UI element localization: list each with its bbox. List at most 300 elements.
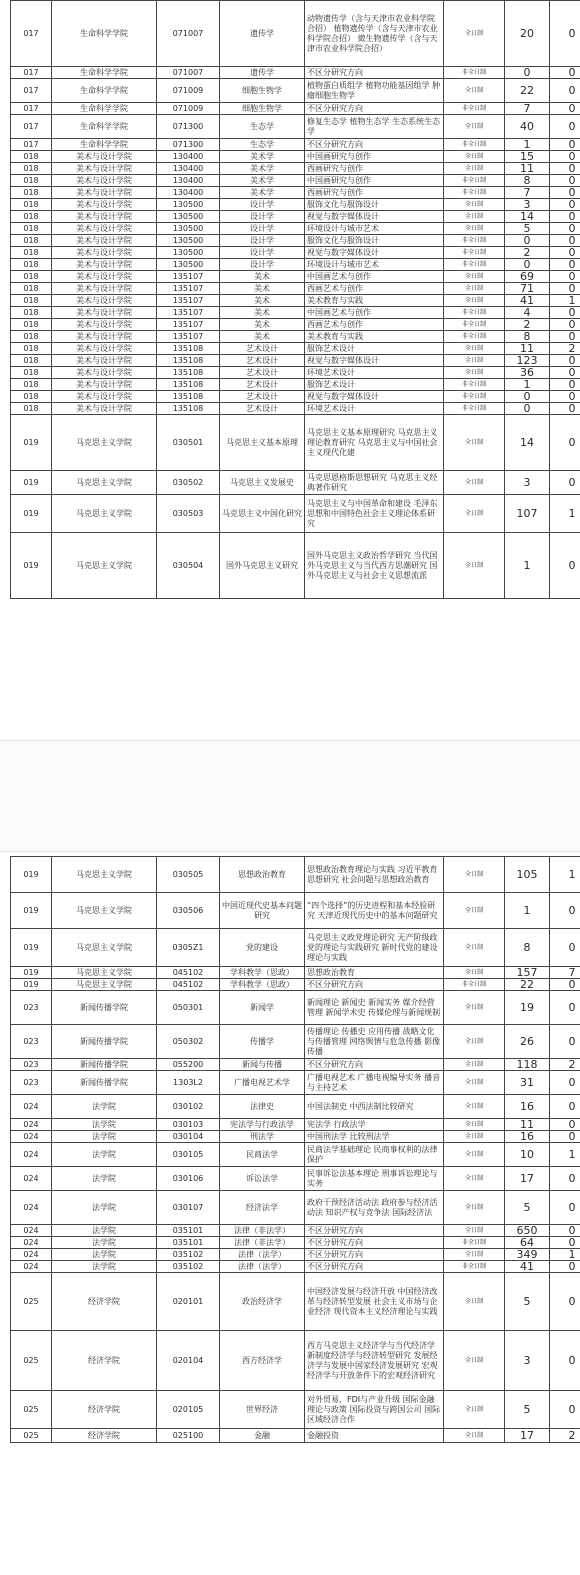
- extra-count-cell: 2: [550, 1429, 580, 1443]
- extra-count-cell: 1: [550, 857, 580, 893]
- table-row: [11, 1131, 580, 1143]
- extra-count-cell: 1: [550, 1249, 580, 1261]
- enrollment-count-cell: 3: [505, 471, 550, 495]
- study-mode-cell: 全日制: [444, 1, 505, 67]
- college-name-cell: 马克思主义学院: [52, 979, 157, 991]
- college-code-cell: 019: [11, 415, 52, 471]
- study-mode-cell: 非全日制: [444, 187, 505, 199]
- research-direction-cell: 视觉与数字媒体设计: [305, 247, 444, 259]
- extra-count-cell: 0: [550, 1095, 580, 1119]
- college-name-cell: 法学院: [52, 1237, 157, 1249]
- enrollment-count-cell: 11: [505, 163, 550, 175]
- table-row: [11, 163, 580, 175]
- study-mode-cell: 全日制: [444, 1273, 505, 1331]
- enrollment-count-cell: 2: [505, 319, 550, 331]
- major-code-cell: 030107: [157, 1191, 220, 1225]
- study-mode-cell: 全日制: [444, 929, 505, 967]
- research-direction-cell: 马克思主义基本原理研究 马克思主义理论教育研究 马克思主义与中国社会主义现代化建: [305, 415, 444, 471]
- extra-count-cell: 0: [550, 1225, 580, 1237]
- table-row: [11, 187, 580, 199]
- research-direction-cell: 环境艺术设计: [305, 403, 444, 415]
- college-code-cell: 023: [11, 1025, 52, 1059]
- college-code-cell: 023: [11, 1059, 52, 1071]
- research-direction-cell: 思想政治教育: [305, 967, 444, 979]
- study-mode-cell: 非全日制: [444, 319, 505, 331]
- study-mode-cell: 非全日制: [444, 379, 505, 391]
- college-name-cell: 马克思主义学院: [52, 929, 157, 967]
- research-direction-cell: 修复生态学 植物生态学 生态系统生态学: [305, 115, 444, 139]
- extra-count-cell: 0: [550, 379, 580, 391]
- study-mode-cell: 全日制: [444, 893, 505, 929]
- college-code-cell: 024: [11, 1131, 52, 1143]
- major-name-cell: 设计学: [220, 235, 305, 247]
- research-direction-cell: 中国刑法学 比较刑法学: [305, 1131, 444, 1143]
- page-gap: [0, 740, 580, 852]
- research-direction-cell: 西方马克思主义经济学与当代经济学 新制度经济学与经济转型研究 发展经济学与发展中国家经济发展研究 宏观经济学与开放条件下的宏观经济研究: [305, 1331, 444, 1391]
- college-code-cell: 017: [11, 115, 52, 139]
- college-name-cell: 马克思主义学院: [52, 967, 157, 979]
- study-mode-cell: 全日制: [444, 1143, 505, 1167]
- college-code-cell: 018: [11, 199, 52, 211]
- table-row: [11, 355, 580, 367]
- extra-count-cell: 2: [550, 343, 580, 355]
- major-code-cell: 130400: [157, 163, 220, 175]
- extra-count-cell: 2: [550, 1059, 580, 1071]
- major-name-cell: 法律（非法学）: [220, 1237, 305, 1249]
- major-code-cell: 030104: [157, 1131, 220, 1143]
- college-code-cell: 024: [11, 1119, 52, 1131]
- table-row: [11, 1273, 580, 1331]
- study-mode-cell: 全日制: [444, 495, 505, 533]
- college-code-cell: 018: [11, 151, 52, 163]
- major-code-cell: 135108: [157, 391, 220, 403]
- table-row: [11, 991, 580, 1025]
- major-code-cell: 135108: [157, 355, 220, 367]
- study-mode-cell: 全日制: [444, 1225, 505, 1237]
- college-code-cell: 024: [11, 1143, 52, 1167]
- research-direction-cell: 中国画研究与创作: [305, 175, 444, 187]
- enrollment-count-cell: 16: [505, 1095, 550, 1119]
- research-direction-cell: 金融投资: [305, 1429, 444, 1443]
- college-name-cell: 法学院: [52, 1261, 157, 1273]
- table-row: [11, 1237, 580, 1249]
- table-row: [11, 1143, 580, 1167]
- enrollment-count-cell: 650: [505, 1225, 550, 1237]
- college-code-cell: 018: [11, 379, 52, 391]
- major-name-cell: 党的建设: [220, 929, 305, 967]
- major-code-cell: 071300: [157, 115, 220, 139]
- major-code-cell: 130400: [157, 151, 220, 163]
- major-name-cell: 美术学: [220, 151, 305, 163]
- table-row: [11, 471, 580, 495]
- enrollment-count-cell: 11: [505, 343, 550, 355]
- college-name-cell: 经济学院: [52, 1391, 157, 1429]
- college-name-cell: 美术与设计学院: [52, 175, 157, 187]
- college-name-cell: 生命科学学院: [52, 103, 157, 115]
- college-name-cell: 法学院: [52, 1191, 157, 1225]
- research-direction-cell: 不区分研究方向: [305, 139, 444, 151]
- table-row: [11, 67, 580, 79]
- extra-count-cell: 0: [550, 355, 580, 367]
- extra-count-cell: 0: [550, 1237, 580, 1249]
- table-row: [11, 307, 580, 319]
- table-row: [11, 259, 580, 271]
- college-name-cell: 美术与设计学院: [52, 343, 157, 355]
- enrollment-count-cell: 0: [505, 235, 550, 247]
- major-name-cell: 艺术设计: [220, 403, 305, 415]
- college-code-cell: 024: [11, 1225, 52, 1237]
- college-code-cell: 017: [11, 67, 52, 79]
- major-code-cell: 020101: [157, 1273, 220, 1331]
- table-row: [11, 271, 580, 283]
- study-mode-cell: 全日制: [444, 1391, 505, 1429]
- college-code-cell: 018: [11, 283, 52, 295]
- extra-count-cell: 0: [550, 79, 580, 103]
- college-code-cell: 019: [11, 533, 52, 599]
- college-code-cell: 024: [11, 1237, 52, 1249]
- extra-count-cell: 0: [550, 1, 580, 67]
- college-name-cell: 法学院: [52, 1131, 157, 1143]
- research-direction-cell: 不区分研究方向: [305, 103, 444, 115]
- research-direction-cell: 不区分研究方向: [305, 979, 444, 991]
- major-name-cell: 设计学: [220, 259, 305, 271]
- major-name-cell: 艺术设计: [220, 343, 305, 355]
- extra-count-cell: 0: [550, 247, 580, 259]
- study-mode-cell: 全日制: [444, 199, 505, 211]
- table-row: [11, 967, 580, 979]
- enrollment-count-cell: 0: [505, 259, 550, 271]
- extra-count-cell: 0: [550, 471, 580, 495]
- college-code-cell: 024: [11, 1167, 52, 1191]
- extra-count-cell: 0: [550, 1191, 580, 1225]
- research-direction-cell: 民商法学基础理论 民商事权利的法律保护: [305, 1143, 444, 1167]
- extra-count-cell: 0: [550, 307, 580, 319]
- research-direction-cell: 传播理论 传播史 应用传播 战略文化与传播管理 网络舆情与危急传播 影像传播: [305, 1025, 444, 1059]
- college-code-cell: 017: [11, 139, 52, 151]
- college-code-cell: 025: [11, 1429, 52, 1443]
- enrollment-count-cell: 8: [505, 331, 550, 343]
- extra-count-cell: 0: [550, 223, 580, 235]
- major-name-cell: 法律（法学）: [220, 1261, 305, 1273]
- college-code-cell: 023: [11, 1071, 52, 1095]
- table-page-2: [10, 856, 576, 1443]
- table-row: [11, 1119, 580, 1131]
- research-direction-cell: 马克思主义与中国革命和建设 毛泽东思想和中国特色社会主义理论体系研究: [305, 495, 444, 533]
- college-name-cell: 马克思主义学院: [52, 415, 157, 471]
- table-row: [11, 79, 580, 103]
- college-name-cell: 马克思主义学院: [52, 495, 157, 533]
- study-mode-cell: 全日制: [444, 163, 505, 175]
- major-name-cell: 美术: [220, 319, 305, 331]
- college-name-cell: 美术与设计学院: [52, 163, 157, 175]
- table-row: [11, 103, 580, 115]
- college-code-cell: 018: [11, 235, 52, 247]
- table-row: [11, 1025, 580, 1059]
- college-name-cell: 新闻传播学院: [52, 991, 157, 1025]
- college-code-cell: 018: [11, 211, 52, 223]
- college-name-cell: 生命科学学院: [52, 1, 157, 67]
- extra-count-cell: 1: [550, 495, 580, 533]
- extra-count-cell: 0: [550, 1273, 580, 1331]
- research-direction-cell: 西画艺术与创作: [305, 283, 444, 295]
- enrollment-count-cell: 16: [505, 1131, 550, 1143]
- extra-count-cell: 0: [550, 991, 580, 1025]
- extra-count-cell: 0: [550, 67, 580, 79]
- extra-count-cell: 0: [550, 151, 580, 163]
- study-mode-cell: 全日制: [444, 1249, 505, 1261]
- college-name-cell: 法学院: [52, 1119, 157, 1131]
- college-code-cell: 023: [11, 991, 52, 1025]
- college-code-cell: 019: [11, 471, 52, 495]
- college-code-cell: 017: [11, 79, 52, 103]
- college-code-cell: 018: [11, 307, 52, 319]
- major-code-cell: 030102: [157, 1095, 220, 1119]
- college-name-cell: 法学院: [52, 1095, 157, 1119]
- major-name-cell: 学科教学（思政）: [220, 979, 305, 991]
- enrollment-count-cell: 17: [505, 1167, 550, 1191]
- enrollment-count-cell: 22: [505, 979, 550, 991]
- major-name-cell: 艺术设计: [220, 367, 305, 379]
- college-name-cell: 马克思主义学院: [52, 857, 157, 893]
- college-name-cell: 美术与设计学院: [52, 187, 157, 199]
- major-name-cell: 设计学: [220, 247, 305, 259]
- college-code-cell: 019: [11, 893, 52, 929]
- extra-count-cell: 0: [550, 367, 580, 379]
- table-row: [11, 1071, 580, 1095]
- major-name-cell: 思想政治教育: [220, 857, 305, 893]
- study-mode-cell: 全日制: [444, 857, 505, 893]
- study-mode-cell: 全日制: [444, 295, 505, 307]
- study-mode-cell: 全日制: [444, 367, 505, 379]
- college-code-cell: 025: [11, 1331, 52, 1391]
- college-name-cell: 美术与设计学院: [52, 271, 157, 283]
- research-direction-cell: 马克思恩格斯思想研究 马克思主义经典著作研究: [305, 471, 444, 495]
- major-name-cell: 广播电视艺术学: [220, 1071, 305, 1095]
- research-direction-cell: 不区分研究方向: [305, 1059, 444, 1071]
- table-row: [11, 533, 580, 599]
- study-mode-cell: 非全日制: [444, 307, 505, 319]
- study-mode-cell: 全日制: [444, 223, 505, 235]
- major-code-cell: 0305Z1: [157, 929, 220, 967]
- college-code-cell: 017: [11, 1, 52, 67]
- major-name-cell: 遗传学: [220, 1, 305, 67]
- study-mode-cell: 全日制: [444, 1191, 505, 1225]
- enrollment-count-cell: 2: [505, 247, 550, 259]
- major-code-cell: 030505: [157, 857, 220, 893]
- extra-count-cell: 0: [550, 175, 580, 187]
- college-code-cell: 018: [11, 391, 52, 403]
- college-name-cell: 马克思主义学院: [52, 893, 157, 929]
- table-row: [11, 211, 580, 223]
- table-row: [11, 223, 580, 235]
- major-code-cell: 135108: [157, 343, 220, 355]
- extra-count-cell: 0: [550, 893, 580, 929]
- enrollment-count-cell: 69: [505, 271, 550, 283]
- major-name-cell: 马克思主义中国化研究: [220, 495, 305, 533]
- table-row: [11, 1225, 580, 1237]
- major-name-cell: 设计学: [220, 211, 305, 223]
- extra-count-cell: 0: [550, 211, 580, 223]
- college-code-cell: 024: [11, 1191, 52, 1225]
- research-direction-cell: 中国画研究与创作: [305, 151, 444, 163]
- table-row: [11, 1249, 580, 1261]
- enrollment-count-cell: 3: [505, 199, 550, 211]
- major-name-cell: 马克思主义基本原理: [220, 415, 305, 471]
- table-row: [11, 331, 580, 343]
- enrollment-count-cell: 0: [505, 403, 550, 415]
- enrollment-count-cell: 5: [505, 1273, 550, 1331]
- study-mode-cell: 全日制: [444, 79, 505, 103]
- major-name-cell: 遗传学: [220, 67, 305, 79]
- extra-count-cell: 0: [550, 1131, 580, 1143]
- major-code-cell: 135107: [157, 295, 220, 307]
- college-name-cell: 新闻传播学院: [52, 1025, 157, 1059]
- study-mode-cell: 全日制: [444, 115, 505, 139]
- college-code-cell: 018: [11, 403, 52, 415]
- study-mode-cell: 全日制: [444, 1119, 505, 1131]
- research-direction-cell: 美术教育与实践: [305, 331, 444, 343]
- major-name-cell: 新闻与传播: [220, 1059, 305, 1071]
- enrollment-count-cell: 5: [505, 1191, 550, 1225]
- college-name-cell: 生命科学学院: [52, 79, 157, 103]
- major-name-cell: 世界经济: [220, 1391, 305, 1429]
- study-mode-cell: 全日制: [444, 1331, 505, 1391]
- major-code-cell: 025100: [157, 1429, 220, 1443]
- research-direction-cell: 政府干预经济活动法 政府参与经济活动法 知识产权与竞争法 国际经济法: [305, 1191, 444, 1225]
- enrollment-count-cell: 11: [505, 1119, 550, 1131]
- enrollment-count-cell: 0: [505, 67, 550, 79]
- table-row: [11, 319, 580, 331]
- major-code-cell: 130500: [157, 211, 220, 223]
- college-code-cell: 018: [11, 247, 52, 259]
- research-direction-cell: 不区分研究方向: [305, 67, 444, 79]
- research-direction-cell: 中国画艺术与创作: [305, 271, 444, 283]
- major-code-cell: 045102: [157, 967, 220, 979]
- enrollment-count-cell: 8: [505, 175, 550, 187]
- enrollment-count-cell: 7: [505, 103, 550, 115]
- major-name-cell: 中国近现代史基本问题研究: [220, 893, 305, 929]
- major-code-cell: 050301: [157, 991, 220, 1025]
- research-direction-cell: 美术教育与实践: [305, 295, 444, 307]
- table-row: [11, 979, 580, 991]
- study-mode-cell: 全日制: [444, 151, 505, 163]
- extra-count-cell: 0: [550, 271, 580, 283]
- college-name-cell: 生命科学学院: [52, 67, 157, 79]
- table-row: [11, 415, 580, 471]
- major-name-cell: 金融: [220, 1429, 305, 1443]
- enrollment-count-cell: 41: [505, 295, 550, 307]
- admissions-table-2: [10, 856, 580, 1443]
- study-mode-cell: 非全日制: [444, 235, 505, 247]
- major-code-cell: 130500: [157, 259, 220, 271]
- enrollment-count-cell: 1: [505, 379, 550, 391]
- college-code-cell: 025: [11, 1391, 52, 1429]
- extra-count-cell: 0: [550, 319, 580, 331]
- extra-count-cell: 0: [550, 1391, 580, 1429]
- enrollment-count-cell: 17: [505, 1429, 550, 1443]
- college-code-cell: 025: [11, 1273, 52, 1331]
- college-code-cell: 017: [11, 103, 52, 115]
- major-code-cell: 071009: [157, 79, 220, 103]
- major-name-cell: 法律（法学）: [220, 1249, 305, 1261]
- research-direction-cell: 不区分研究方向: [305, 1249, 444, 1261]
- study-mode-cell: 全日制: [444, 211, 505, 223]
- college-name-cell: 美术与设计学院: [52, 391, 157, 403]
- major-name-cell: 法律史: [220, 1095, 305, 1119]
- college-name-cell: 法学院: [52, 1249, 157, 1261]
- table-row: [11, 199, 580, 211]
- major-code-cell: 030106: [157, 1167, 220, 1191]
- major-code-cell: 071007: [157, 1, 220, 67]
- extra-count-cell: 0: [550, 115, 580, 139]
- study-mode-cell: 全日制: [444, 343, 505, 355]
- table-row: [11, 1331, 580, 1391]
- enrollment-count-cell: 22: [505, 79, 550, 103]
- college-name-cell: 马克思主义学院: [52, 471, 157, 495]
- extra-count-cell: 0: [550, 331, 580, 343]
- study-mode-cell: 全日制: [444, 1071, 505, 1095]
- enrollment-count-cell: 107: [505, 495, 550, 533]
- extra-count-cell: 0: [550, 139, 580, 151]
- major-name-cell: 诉讼法学: [220, 1167, 305, 1191]
- research-direction-cell: 新闻理论 新闻史 新闻实务 媒介经营管理 新闻学术史 传媒伦理与新闻规制: [305, 991, 444, 1025]
- major-code-cell: 135107: [157, 331, 220, 343]
- college-code-cell: 019: [11, 979, 52, 991]
- major-name-cell: 传播学: [220, 1025, 305, 1059]
- college-name-cell: 马克思主义学院: [52, 533, 157, 599]
- enrollment-count-cell: 5: [505, 1391, 550, 1429]
- enrollment-count-cell: 8: [505, 929, 550, 967]
- study-mode-cell: 全日制: [444, 1167, 505, 1191]
- research-direction-cell: 不区分研究方向: [305, 1261, 444, 1273]
- research-direction-cell: 服饰文化与服饰设计: [305, 235, 444, 247]
- study-mode-cell: 非全日制: [444, 247, 505, 259]
- extra-count-cell: 0: [550, 187, 580, 199]
- research-direction-cell: 西画研究与创作: [305, 187, 444, 199]
- college-code-cell: 018: [11, 331, 52, 343]
- table-row: [11, 929, 580, 967]
- research-direction-cell: 视觉与数字媒体设计: [305, 355, 444, 367]
- table-row: [11, 295, 580, 307]
- extra-count-cell: 0: [550, 1071, 580, 1095]
- research-direction-cell: 不区分研究方向: [305, 1237, 444, 1249]
- major-name-cell: 细胞生物学: [220, 79, 305, 103]
- extra-count-cell: 0: [550, 391, 580, 403]
- major-name-cell: 美术: [220, 331, 305, 343]
- extra-count-cell: 0: [550, 1167, 580, 1191]
- extra-count-cell: 0: [550, 1025, 580, 1059]
- extra-count-cell: 1: [550, 1143, 580, 1167]
- study-mode-cell: 全日制: [444, 1059, 505, 1071]
- college-code-cell: 024: [11, 1249, 52, 1261]
- major-name-cell: 国外马克思主义研究: [220, 533, 305, 599]
- study-mode-cell: 非全日制: [444, 979, 505, 991]
- college-code-cell: 018: [11, 367, 52, 379]
- major-code-cell: 135108: [157, 379, 220, 391]
- college-name-cell: 美术与设计学院: [52, 211, 157, 223]
- study-mode-cell: 非全日制: [444, 403, 505, 415]
- study-mode-cell: 全日制: [444, 415, 505, 471]
- college-name-cell: 美术与设计学院: [52, 403, 157, 415]
- major-code-cell: 135108: [157, 403, 220, 415]
- major-name-cell: 宪法学与行政法学: [220, 1119, 305, 1131]
- major-code-cell: 130500: [157, 199, 220, 211]
- enrollment-count-cell: 7: [505, 187, 550, 199]
- enrollment-count-cell: 0: [505, 391, 550, 403]
- extra-count-cell: 0: [550, 929, 580, 967]
- table-row: [11, 391, 580, 403]
- major-code-cell: 020105: [157, 1391, 220, 1429]
